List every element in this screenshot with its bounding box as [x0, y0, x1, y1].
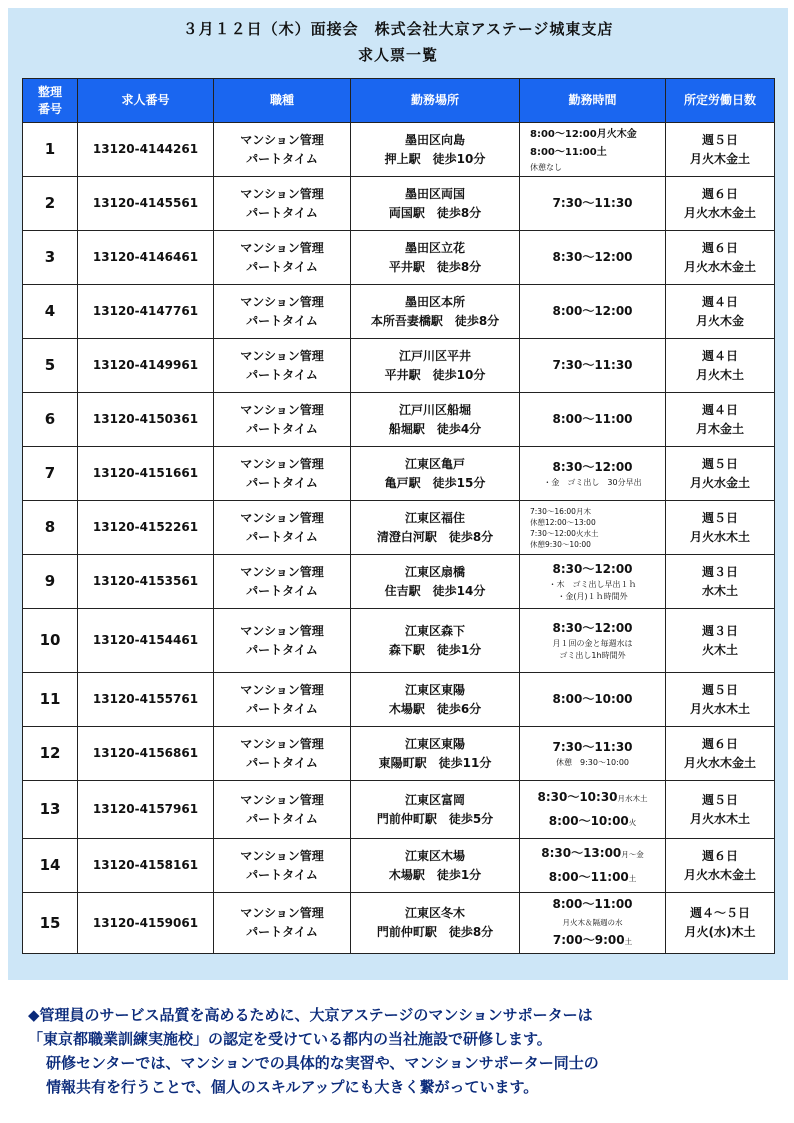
location-cell — [351, 231, 520, 285]
hours-cell — [520, 285, 666, 339]
hours-note: ・金(月)１ｈ時間外 — [557, 592, 628, 601]
hours-note: ・金 ゴミ出し 30分早出 — [543, 478, 642, 487]
hours-days-note: 火 — [628, 817, 637, 827]
table-row — [23, 555, 775, 609]
hours-time: 8:00～11:00 — [552, 897, 633, 911]
row-number-cell — [23, 393, 78, 447]
days-cell — [666, 177, 775, 231]
days-per-week: 週５日 — [701, 510, 738, 525]
job-list-panel — [8, 8, 788, 980]
job-id: 13120-4147761 — [92, 304, 199, 318]
job-id-cell — [78, 447, 214, 501]
location-cell — [351, 123, 520, 177]
nearest-station: 木場駅 徒歩6分 — [388, 701, 482, 716]
table-row — [23, 447, 775, 501]
occupation: マンション管理 — [240, 456, 324, 471]
employment-type: パートタイム — [246, 475, 318, 490]
hours-line: 休憩12:00～13:00 — [530, 517, 596, 527]
row-number-cell — [23, 555, 78, 609]
header-job-id: 求人番号 — [78, 79, 214, 123]
hours-main: 8:30～12:00 — [552, 621, 633, 635]
row-number: 9 — [44, 572, 56, 590]
days-cell — [666, 285, 775, 339]
job-id: 13120-4158161 — [92, 858, 199, 872]
days-cell — [666, 447, 775, 501]
row-number: 4 — [44, 302, 56, 320]
nearest-station: 平井駅 徒歩10分 — [384, 367, 486, 382]
location-cell — [351, 673, 520, 727]
occupation-cell — [214, 123, 351, 177]
table-row — [23, 893, 775, 954]
hours-line — [520, 810, 665, 834]
hours-cell — [520, 177, 666, 231]
hours-line: 7:30～12:00火水土 — [530, 528, 599, 538]
location-area: 江東区扇橋 — [404, 564, 465, 579]
hours-line: 7:30～16:00月木 — [530, 506, 591, 516]
hours-note: 休憩 9:30～10:00 — [555, 758, 630, 767]
table-row — [23, 285, 775, 339]
employment-type: パートタイム — [246, 701, 318, 716]
row-number: 3 — [44, 248, 56, 266]
hours-cell — [520, 673, 666, 727]
hours-main: 8:00～11:00 — [552, 412, 633, 426]
job-id-cell — [78, 893, 214, 954]
working-days: 月火水金土 — [689, 475, 750, 490]
job-id: 13120-4152261 — [92, 520, 199, 534]
working-days: 月火水木土 — [689, 811, 750, 826]
job-id-cell — [78, 781, 214, 839]
location-area: 江東区東陽 — [404, 682, 465, 697]
days-per-week: 週６日 — [701, 848, 738, 863]
occupation-cell — [214, 555, 351, 609]
occupation: マンション管理 — [240, 186, 324, 201]
location-area: 江東区福住 — [404, 510, 465, 525]
occupation: マンション管理 — [240, 792, 324, 807]
hours-days-note: 月～金 — [621, 849, 644, 859]
header-days: 所定労働日数 — [666, 79, 775, 123]
header-location: 勤務場所 — [351, 79, 520, 123]
location-area: 江東区亀戸 — [404, 456, 465, 471]
hours-cell — [520, 555, 666, 609]
employment-type: パートタイム — [246, 529, 318, 544]
row-number-cell — [23, 781, 78, 839]
hours-time: 7:00～9:00 — [552, 933, 625, 947]
hours-line — [520, 893, 665, 915]
days-cell — [666, 609, 775, 673]
job-id: 13120-4149961 — [92, 358, 199, 372]
days-cell — [666, 555, 775, 609]
occupation-cell — [214, 285, 351, 339]
location-cell — [351, 501, 520, 555]
employment-type: パートタイム — [246, 642, 318, 657]
row-number-cell — [23, 447, 78, 501]
hours-cell — [520, 501, 666, 555]
employment-type: パートタイム — [246, 151, 318, 166]
hours-note: 月１回の金と毎週水は — [552, 639, 633, 648]
hours-time: 8:00～11:00 — [548, 869, 629, 884]
occupation-cell — [214, 177, 351, 231]
location-area: 墨田区立花 — [404, 240, 465, 255]
row-number-cell — [23, 839, 78, 893]
working-days: 月火水木土 — [689, 701, 750, 716]
occupation-cell — [214, 781, 351, 839]
hours-note: ・木 ゴミ出し早出１ｈ — [548, 580, 637, 589]
row-number-cell — [23, 501, 78, 555]
occupation: マンション管理 — [240, 240, 324, 255]
row-number: 15 — [39, 913, 61, 932]
job-id-cell — [78, 285, 214, 339]
location-cell — [351, 177, 520, 231]
page-title: ３月１２日（木）面接会 株式会社大京アステージ城東支店 — [182, 20, 614, 38]
hours-cell — [520, 123, 666, 177]
hours-cell — [520, 231, 666, 285]
working-days: 月火木土 — [695, 367, 744, 382]
occupation-cell — [214, 893, 351, 954]
hours-main: 7:30～11:30 — [552, 196, 633, 210]
employment-type: パートタイム — [246, 811, 318, 826]
days-per-week: 週６日 — [701, 186, 738, 201]
working-days: 月火水木金土 — [683, 867, 756, 882]
training-note — [28, 1003, 778, 1099]
job-id: 13120-4155761 — [92, 692, 199, 706]
working-days: 月火(水)木土 — [684, 925, 756, 939]
location-area: 江東区森下 — [404, 623, 465, 638]
hours-time: 8:30～13:00 — [541, 845, 622, 860]
nearest-station: 木場駅 徒歩1分 — [388, 867, 482, 882]
header-no-line1: 整理 — [37, 84, 62, 99]
job-id-cell — [78, 839, 214, 893]
job-id: 13120-4153561 — [92, 574, 199, 588]
table-row — [23, 339, 775, 393]
row-number-cell — [23, 339, 78, 393]
hours-cell — [520, 393, 666, 447]
hours-days-note: 土 — [624, 937, 633, 946]
table-row — [23, 673, 775, 727]
header-no-line2: 番号 — [37, 101, 62, 116]
nearest-station: 両国駅 徒歩8分 — [388, 205, 482, 220]
location-area: 江東区東陽 — [404, 736, 465, 751]
occupation: マンション管理 — [240, 623, 324, 638]
occupation-cell — [214, 673, 351, 727]
occupation-cell — [214, 339, 351, 393]
row-number-cell — [23, 893, 78, 954]
hours-cell — [520, 781, 666, 839]
days-cell — [666, 123, 775, 177]
note-line-3: 研修センターでは、マンションでの具体的な実習や、マンションサポーター同士の — [46, 1054, 599, 1072]
hours-time: 8:00～10:00 — [548, 813, 629, 828]
job-id: 13120-4154461 — [92, 633, 199, 647]
nearest-station: 住吉駅 徒歩14分 — [384, 583, 486, 598]
row-number-cell — [23, 727, 78, 781]
row-number: 12 — [39, 744, 61, 762]
hours-line — [520, 786, 665, 810]
hours-note: ゴミ出し1h時間外 — [559, 651, 626, 660]
row-number-cell — [23, 177, 78, 231]
days-per-week: 週４日 — [701, 294, 738, 309]
hours-cell — [520, 727, 666, 781]
hours-line: 休憩なし — [530, 162, 562, 172]
nearest-station: 清澄白河駅 徒歩8分 — [376, 529, 494, 544]
working-days: 月火水木金土 — [683, 755, 756, 770]
location-area: 江戸川区船堀 — [398, 402, 471, 417]
employment-type: パートタイム — [246, 313, 318, 328]
row-number-cell — [23, 673, 78, 727]
location-cell — [351, 447, 520, 501]
job-id: 13120-4159061 — [92, 915, 199, 930]
occupation: マンション管理 — [240, 906, 324, 920]
employment-type: パートタイム — [246, 867, 318, 882]
note-line-4: 情報共有を行うことで、個人のスキルアップにも大きく繋がっています。 — [46, 1078, 539, 1096]
nearest-station: 亀戸駅 徒歩15分 — [384, 475, 486, 490]
location-area: 江戸川区平井 — [398, 348, 471, 363]
job-id: 13120-4156861 — [92, 746, 199, 760]
nearest-station: 押上駅 徒歩10分 — [384, 151, 486, 166]
note-line-1: ◆管理員のサービス品質を高めるために、大京アステージのマンションサポーターは — [28, 1006, 593, 1024]
working-days: 月木金土 — [695, 421, 744, 436]
occupation: マンション管理 — [240, 132, 324, 147]
hours-main: 8:30～12:00 — [552, 460, 633, 474]
location-cell — [351, 839, 520, 893]
table-row — [23, 609, 775, 673]
hours-cell — [520, 447, 666, 501]
job-id-cell — [78, 123, 214, 177]
location-cell — [351, 393, 520, 447]
nearest-station: 森下駅 徒歩1分 — [388, 642, 482, 657]
occupation-cell — [214, 839, 351, 893]
row-number: 1 — [44, 140, 56, 158]
row-number-cell — [23, 285, 78, 339]
job-id-cell — [78, 339, 214, 393]
days-cell — [666, 231, 775, 285]
location-cell — [351, 781, 520, 839]
days-per-week: 週６日 — [701, 736, 738, 751]
table-row — [23, 231, 775, 285]
days-per-week: 週４～５日 — [689, 906, 750, 920]
header-occupation: 職種 — [214, 79, 351, 123]
days-cell — [666, 339, 775, 393]
nearest-station: 門前仲町駅 徒歩8分 — [376, 925, 494, 939]
job-id-cell — [78, 609, 214, 673]
table-row — [23, 727, 775, 781]
location-cell — [351, 339, 520, 393]
working-days: 月火水木土 — [689, 529, 750, 544]
occupation: マンション管理 — [240, 402, 324, 417]
row-number: 14 — [39, 856, 61, 874]
job-id-cell — [78, 727, 214, 781]
employment-type: パートタイム — [246, 259, 318, 274]
table-row — [23, 123, 775, 177]
job-id-cell — [78, 177, 214, 231]
row-number: 10 — [39, 631, 61, 649]
location-area: 江東区木場 — [404, 848, 465, 863]
occupation-cell — [214, 501, 351, 555]
days-cell — [666, 501, 775, 555]
occupation-cell — [214, 609, 351, 673]
occupation-cell — [214, 393, 351, 447]
days-per-week: 週４日 — [701, 348, 738, 363]
table-row — [23, 839, 775, 893]
employment-type: パートタイム — [246, 205, 318, 220]
occupation-cell — [214, 447, 351, 501]
page-subtitle: 求人票一覧 — [357, 46, 438, 64]
location-cell — [351, 285, 520, 339]
hours-main: 7:30～11:30 — [552, 358, 633, 372]
row-number-cell — [23, 231, 78, 285]
hours-line — [520, 842, 665, 866]
working-days: 月火木金土 — [689, 151, 750, 166]
job-id: 13120-4157961 — [92, 802, 199, 816]
hours-days-note: 土 — [628, 873, 637, 883]
nearest-station: 船堀駅 徒歩4分 — [388, 421, 482, 436]
nearest-station: 門前仲町駅 徒歩5分 — [376, 811, 494, 826]
table-row — [23, 393, 775, 447]
occupation: マンション管理 — [240, 510, 324, 525]
location-cell — [351, 893, 520, 954]
location-cell — [351, 727, 520, 781]
header-no — [23, 79, 78, 123]
employment-type: パートタイム — [246, 583, 318, 598]
hours-main: 8:00～10:00 — [552, 692, 633, 706]
days-cell — [666, 781, 775, 839]
occupation: マンション管理 — [240, 564, 324, 579]
days-per-week: 週６日 — [701, 240, 738, 255]
hours-line: 休憩9:30～10:00 — [530, 539, 591, 549]
days-per-week: 週３日 — [701, 564, 738, 579]
days-per-week: 週５日 — [701, 456, 738, 471]
location-area: 江東区冬木 — [404, 906, 465, 920]
hours-line — [520, 929, 665, 953]
days-cell — [666, 393, 775, 447]
employment-type: パートタイム — [246, 755, 318, 770]
nearest-station: 平井駅 徒歩8分 — [388, 259, 482, 274]
occupation-cell — [214, 231, 351, 285]
job-id: 13120-4151661 — [92, 466, 199, 480]
occupation-cell — [214, 727, 351, 781]
job-id: 13120-4150361 — [92, 412, 199, 426]
job-id: 13120-4146461 — [92, 250, 199, 264]
job-id: 13120-4145561 — [92, 196, 199, 210]
hours-line: 8:00～11:00土 — [530, 146, 607, 158]
hours-main: 8:30～12:00 — [552, 562, 633, 576]
location-area: 江東区富岡 — [404, 792, 465, 807]
working-days: 月火水木金土 — [683, 259, 756, 274]
hours-line — [520, 866, 665, 890]
days-cell — [666, 839, 775, 893]
row-number: 11 — [39, 690, 61, 708]
days-per-week: 週５日 — [701, 792, 738, 807]
occupation: マンション管理 — [240, 736, 324, 751]
days-cell — [666, 893, 775, 954]
job-id-cell — [78, 673, 214, 727]
row-number: 6 — [44, 410, 56, 428]
occupation: マンション管理 — [240, 294, 324, 309]
table-row — [23, 781, 775, 839]
employment-type: パートタイム — [246, 421, 318, 436]
table-row — [23, 177, 775, 231]
nearest-station: 東陽町駅 徒歩11分 — [378, 755, 492, 770]
hours-cell — [520, 839, 666, 893]
hours-line: 8:00～12:00月火木金 — [530, 128, 637, 140]
table-header-row — [23, 79, 775, 123]
occupation: マンション管理 — [240, 348, 324, 363]
days-cell — [666, 673, 775, 727]
row-number: 5 — [44, 356, 56, 374]
days-per-week: 週３日 — [701, 623, 738, 638]
working-days: 火木土 — [701, 642, 738, 657]
working-days: 水木土 — [701, 583, 738, 598]
row-number-cell — [23, 123, 78, 177]
job-id: 13120-4144261 — [92, 142, 199, 156]
location-cell — [351, 555, 520, 609]
days-per-week: 週５日 — [701, 132, 738, 147]
days-per-week: 週４日 — [701, 402, 738, 417]
job-id-cell — [78, 555, 214, 609]
hours-cell — [520, 339, 666, 393]
hours-days-note: 月水木土 — [617, 793, 648, 803]
occupation: マンション管理 — [240, 848, 324, 863]
hours-cell — [520, 609, 666, 673]
nearest-station: 本所吾妻橋駅 徒歩8分 — [370, 313, 500, 328]
occupation: マンション管理 — [240, 682, 324, 697]
row-number: 13 — [39, 800, 61, 818]
note-line-2: 「東京都職業訓練実施校」の認定を受けている都内の当社施設で研修します。 — [28, 1030, 552, 1048]
working-days: 月火木金 — [695, 313, 744, 328]
hours-days-note: 月火木＆隔週の水 — [562, 918, 623, 927]
row-number: 7 — [44, 464, 56, 482]
days-cell — [666, 727, 775, 781]
header-hours: 勤務時間 — [520, 79, 666, 123]
row-number: 2 — [44, 194, 56, 212]
hours-cell — [520, 893, 666, 954]
row-number: 8 — [44, 518, 56, 536]
hours-main: 7:30～11:30 — [552, 740, 633, 754]
table-row — [23, 501, 775, 555]
working-days: 月火水木金土 — [683, 205, 756, 220]
job-table — [22, 78, 775, 954]
job-id-cell — [78, 231, 214, 285]
hours-main: 8:30～12:00 — [552, 250, 633, 264]
employment-type: パートタイム — [246, 367, 318, 382]
hours-line — [520, 915, 665, 929]
location-area: 墨田区本所 — [404, 294, 465, 309]
hours-time: 8:30～10:30 — [537, 789, 618, 804]
employment-type: パートタイム — [246, 925, 318, 939]
location-cell — [351, 609, 520, 673]
job-id-cell — [78, 501, 214, 555]
hours-main: 8:00～12:00 — [552, 304, 633, 318]
row-number-cell — [23, 609, 78, 673]
job-id-cell — [78, 393, 214, 447]
location-area: 墨田区両国 — [404, 186, 465, 201]
location-area: 墨田区向島 — [404, 132, 465, 147]
days-per-week: 週５日 — [701, 682, 738, 697]
